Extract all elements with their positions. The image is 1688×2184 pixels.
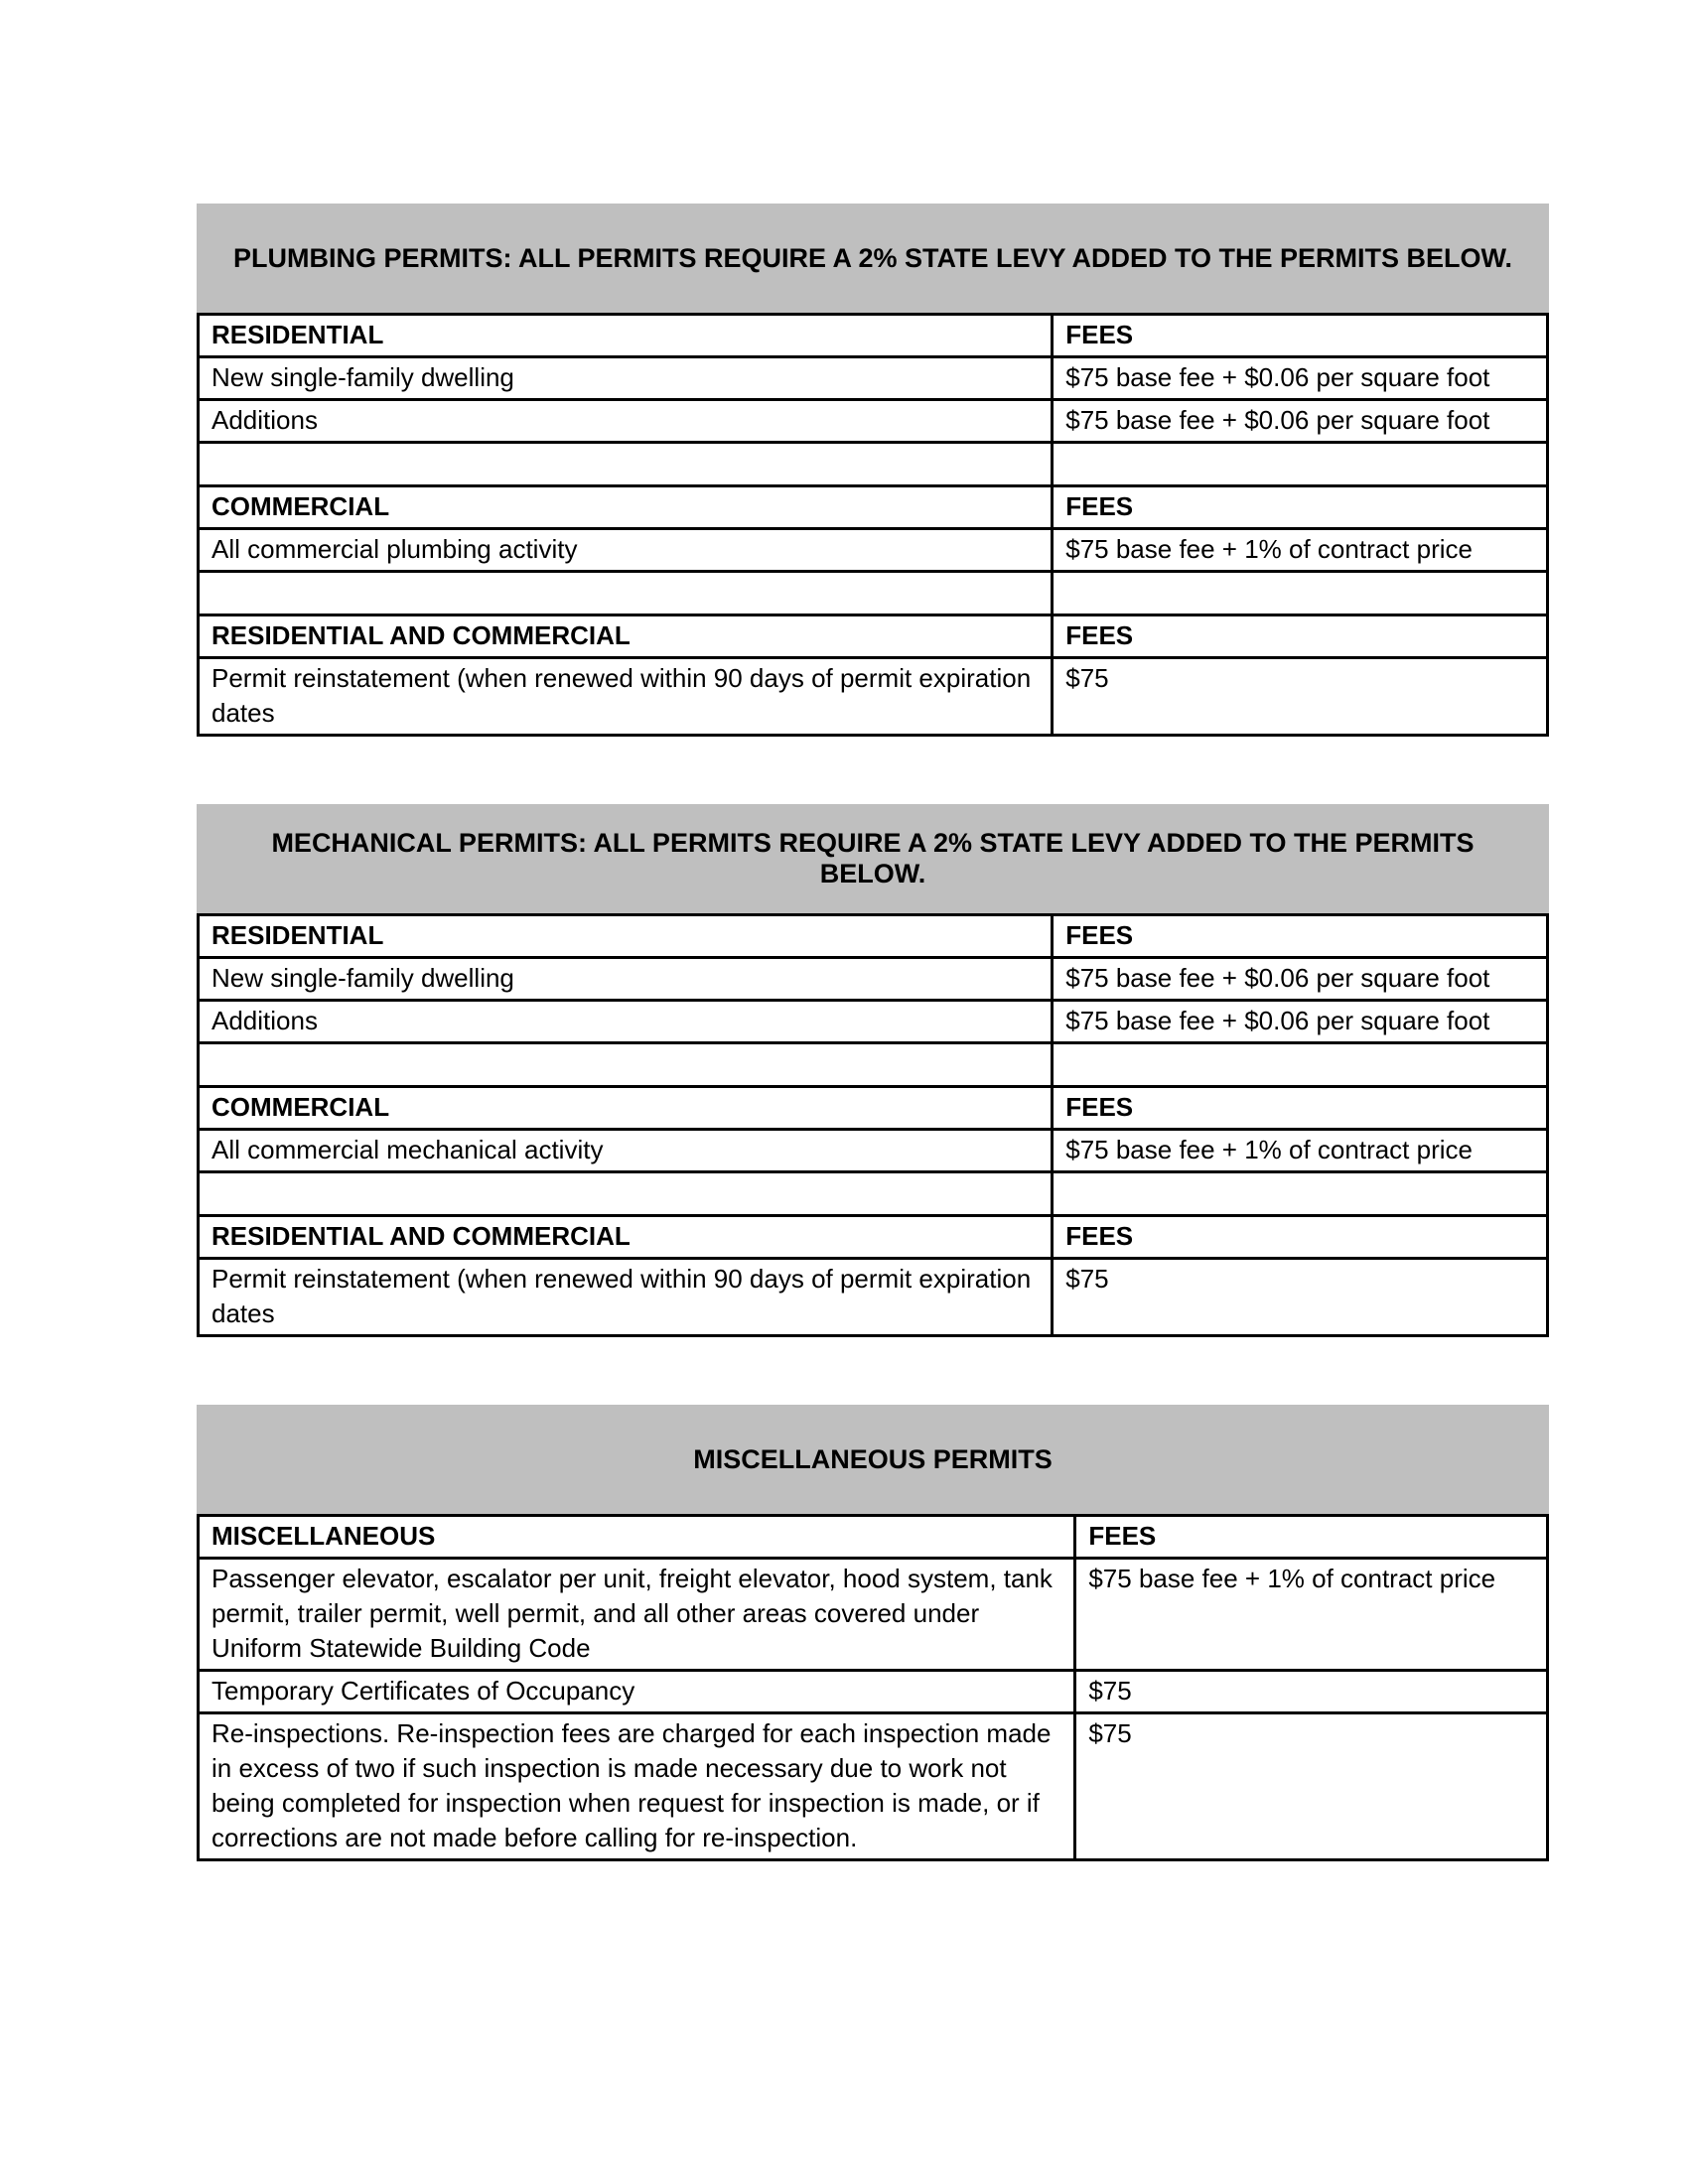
fees-header-cell: FEES (1075, 1516, 1548, 1559)
fees-header-cell: FEES (1053, 915, 1548, 958)
fee-cell: $75 (1053, 1259, 1548, 1336)
fee-cell: $75 base fee + 1% of contract price (1053, 529, 1548, 572)
category-header-cell: RESIDENTIAL AND COMMERCIAL (199, 615, 1053, 658)
item-cell: All commercial mechanical activity (199, 1130, 1053, 1172)
fee-cell: $75 base fee + 1% of contract price (1075, 1559, 1548, 1671)
table-row-empty (199, 1043, 1548, 1087)
table-row (199, 529, 1548, 572)
item-cell: Passenger elevator, escalator per unit, freight elevator, hood system, tank permit, trailer permit, well permit, and all other areas covered under Uniform Statewide Building Code (199, 1559, 1075, 1671)
table-row (199, 1713, 1548, 1860)
section-mechanical (197, 804, 1549, 1337)
fees-header-cell: FEES (1053, 1216, 1548, 1259)
plumbing-banner (197, 204, 1549, 313)
table-row (199, 658, 1548, 736)
fee-cell: $75 (1075, 1713, 1548, 1860)
fees-header-cell: FEES (1053, 1087, 1548, 1130)
miscellaneous-fees-table (197, 1514, 1549, 1861)
mechanical-section-title: MECHANICAL PERMITS: ALL PERMITS REQUIRE A 2% STATE LEVY ADDED TO THE PERMITS BELOW. (271, 828, 1475, 888)
fee-cell (1053, 443, 1548, 486)
table-row (199, 357, 1548, 400)
plumbing-section-title: PLUMBING PERMITS: ALL PERMITS REQUIRE A 2% STATE LEVY ADDED TO THE PERMITS BELOW. (232, 242, 1513, 273)
page-content (197, 204, 1549, 1861)
mechanical-fees-table (197, 913, 1549, 1337)
item-cell: Permit reinstatement (when renewed within 90 days of permit expiration dates (199, 1259, 1053, 1336)
item-cell (199, 572, 1053, 615)
fee-cell: $75 base fee + $0.06 per square foot (1053, 400, 1548, 443)
fee-cell: $75 (1053, 658, 1548, 736)
item-cell: Re-inspections. Re-inspection fees are charged for each inspection made in excess of two if such inspection is made necessary due to work not being completed for inspection when request for inspection is made, or if corrections are not made before calling for re-inspection. (199, 1713, 1075, 1860)
table-row-empty (199, 443, 1548, 486)
table-row (199, 1130, 1548, 1172)
table-row (199, 400, 1548, 443)
item-cell: Permit reinstatement (when renewed within 90 days of permit expiration dates (199, 658, 1053, 736)
table-row (199, 958, 1548, 1001)
plumbing-fees-table (197, 313, 1549, 737)
fee-cell (1053, 1043, 1548, 1087)
miscellaneous-banner (197, 1405, 1549, 1514)
fee-cell (1053, 1172, 1548, 1216)
table-row (199, 1259, 1548, 1336)
table-row-empty (199, 1172, 1548, 1216)
item-cell: Temporary Certificates of Occupancy (199, 1671, 1075, 1713)
category-header-cell: RESIDENTIAL (199, 315, 1053, 357)
fees-header-cell: FEES (1053, 486, 1548, 529)
item-cell: Additions (199, 1001, 1053, 1043)
fee-cell: $75 base fee + 1% of contract price (1053, 1130, 1548, 1172)
table-row (199, 1516, 1548, 1559)
table-row (199, 486, 1548, 529)
item-cell: All commercial plumbing activity (199, 529, 1053, 572)
table-row (199, 1087, 1548, 1130)
fee-cell: $75 base fee + $0.06 per square foot (1053, 958, 1548, 1001)
fee-cell: $75 (1075, 1671, 1548, 1713)
table-row (199, 1001, 1548, 1043)
fee-cell: $75 base fee + $0.06 per square foot (1053, 357, 1548, 400)
table-row (199, 1671, 1548, 1713)
section-miscellaneous (197, 1405, 1549, 1861)
category-header-cell: RESIDENTIAL (199, 915, 1053, 958)
table-row (199, 1559, 1548, 1671)
table-row-empty (199, 572, 1548, 615)
category-header-cell: RESIDENTIAL AND COMMERCIAL (199, 1216, 1053, 1259)
fee-cell (1053, 572, 1548, 615)
table-row (199, 1216, 1548, 1259)
item-cell: New single-family dwelling (199, 357, 1053, 400)
miscellaneous-section-title: MISCELLANEOUS PERMITS (693, 1443, 1053, 1474)
table-row (199, 315, 1548, 357)
item-cell (199, 443, 1053, 486)
item-cell (199, 1043, 1053, 1087)
item-cell: New single-family dwelling (199, 958, 1053, 1001)
item-cell: Additions (199, 400, 1053, 443)
section-plumbing (197, 204, 1549, 737)
table-row (199, 915, 1548, 958)
table-row (199, 615, 1548, 658)
category-header-cell: COMMERCIAL (199, 486, 1053, 529)
category-header-cell: COMMERCIAL (199, 1087, 1053, 1130)
mechanical-banner (197, 804, 1549, 913)
category-header-cell: MISCELLANEOUS (199, 1516, 1075, 1559)
fees-header-cell: FEES (1053, 315, 1548, 357)
fee-cell: $75 base fee + $0.06 per square foot (1053, 1001, 1548, 1043)
fees-header-cell: FEES (1053, 615, 1548, 658)
item-cell (199, 1172, 1053, 1216)
